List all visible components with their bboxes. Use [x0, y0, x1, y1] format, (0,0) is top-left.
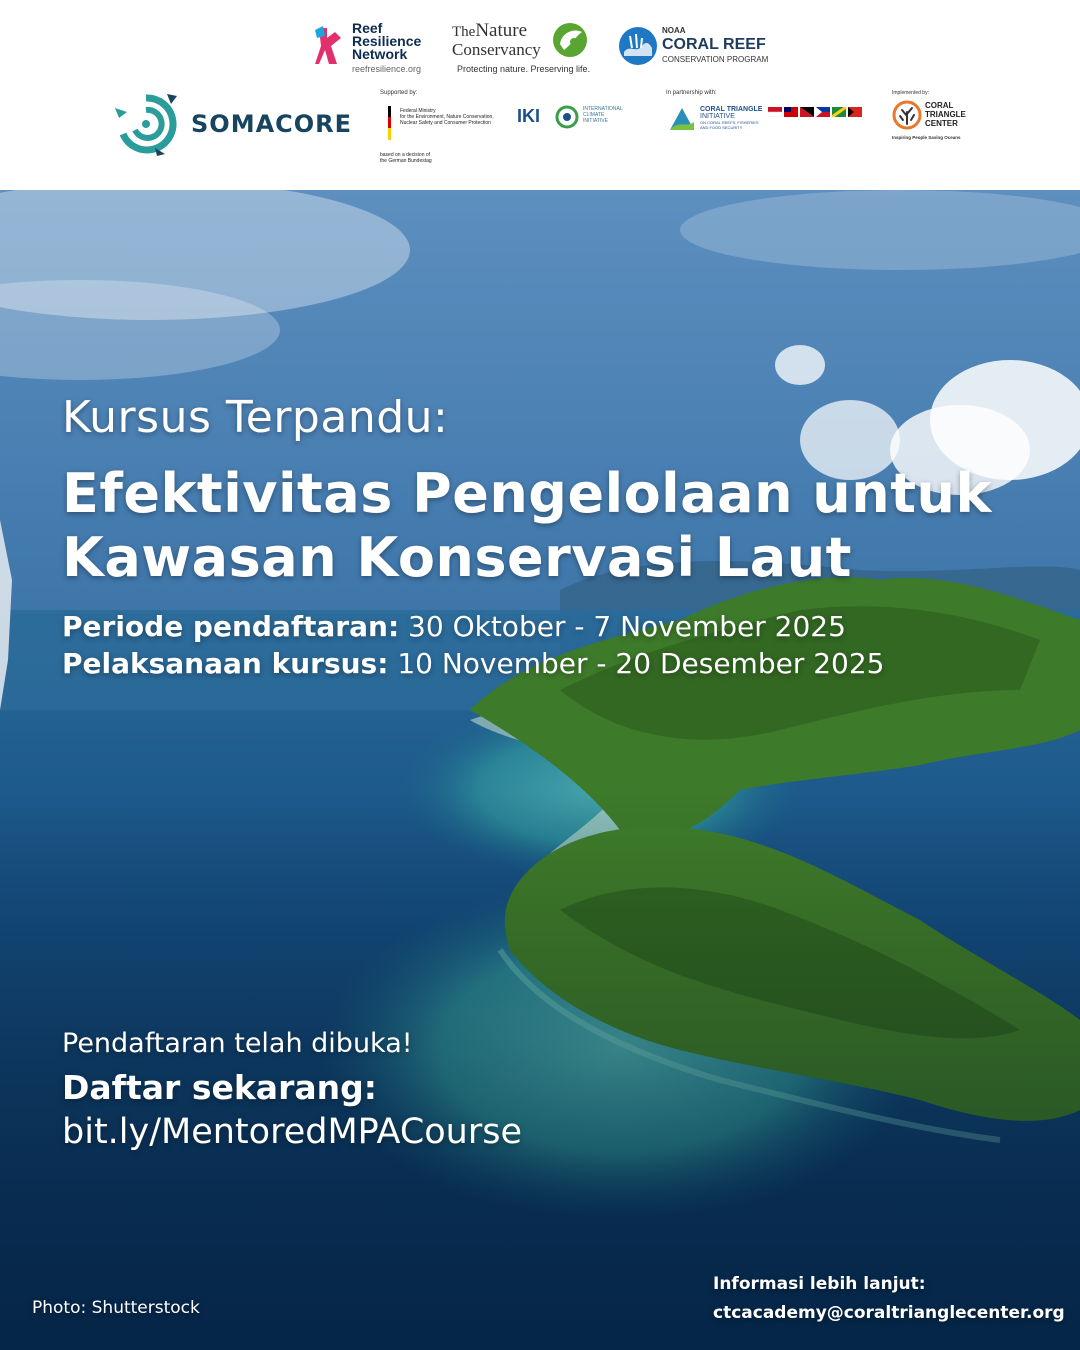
tnc-nature: Nature [475, 20, 528, 41]
cti-wave-icon [668, 106, 696, 132]
ctc-line1: CORAL [925, 101, 954, 110]
registration-link[interactable]: bit.ly/MentoredMPACourse [62, 1112, 523, 1152]
coral-icon [313, 24, 347, 68]
noaa-main: CORAL REEF [662, 36, 766, 53]
rrn-line1: Reef [352, 20, 383, 36]
course-title-line1: Efektivitas Pengelolaan untuk [62, 462, 992, 525]
noaa-top: NOAA [662, 26, 686, 35]
bmu-line1: Federal Ministry [400, 108, 436, 114]
bmu-line3: Nuclear Safety and Consumer Protection [400, 120, 491, 126]
noaa-coral-reef-logo [618, 24, 778, 70]
cti-partnership: In partnership with: [666, 90, 717, 96]
registration-dates: 30 Oktober - 7 November 2025 [408, 610, 846, 643]
cti-line1: CORAL TRIANGLE [700, 106, 763, 113]
cti-name [700, 106, 762, 130]
reef-resilience-name [352, 22, 421, 61]
cti-line2: INITIATIVE [700, 113, 735, 120]
cti-country-flags-icon [768, 107, 864, 117]
ctc-line2: TRIANGLE [925, 110, 966, 119]
ctc-implemented: Implemented by: [892, 90, 929, 96]
iki-abbr: IKI [517, 106, 541, 126]
tnc-conservancy: Conservancy [452, 40, 541, 59]
tnc-tagline: Protecting nature. Preserving life. [457, 64, 591, 74]
bmu-supported-by: Supported by: [380, 90, 418, 96]
registration-label: Periode pendaftaran: [62, 610, 400, 643]
bmu-name [400, 108, 494, 126]
somacore-logo [113, 92, 353, 156]
somacore-spiral-icon [113, 92, 179, 156]
bmu-decision2: the German Bundestag [380, 158, 432, 164]
ctc-logo [890, 90, 970, 144]
bmu-logo [380, 90, 505, 170]
course-period [62, 645, 885, 682]
ctc-line3: CENTER [925, 119, 958, 128]
registration-period [62, 608, 885, 645]
course-title-line2: Kawasan Konservasi Laut [62, 526, 852, 589]
iki-line3: INITIATIVE [583, 118, 608, 124]
info-label: Informasi lebih lanjut: [713, 1274, 926, 1294]
iki-line1: INTERNATIONAL [583, 106, 623, 112]
iki-logo [517, 104, 637, 134]
tnc-the: The [452, 24, 476, 40]
rrn-url: reefresilience.org [352, 64, 422, 74]
bmu-decision [380, 152, 432, 164]
cti-line3: ON CORAL REEFS, FISHERIES [700, 120, 759, 125]
registration-open-text: Pendaftaran telah dibuka! [62, 1028, 413, 1059]
rrn-line2: Resilience [352, 33, 422, 49]
course-period-dates: 10 November - 20 Desember 2025 [397, 647, 885, 680]
course-dates [62, 608, 885, 682]
tnc-leaf-globe-icon [552, 22, 588, 58]
reef-resilience-logo [313, 22, 443, 78]
bmu-decision1: based on a decision of [380, 152, 431, 158]
aerial-island-photo [0, 190, 1080, 1350]
iki-name [583, 106, 623, 124]
nature-conservancy-logo [452, 22, 592, 78]
bmu-line2: for the Environment, Nature Conservation, [400, 114, 494, 120]
cti-line4: AND FOOD SECURITY [700, 125, 743, 130]
contact-info [713, 1270, 1065, 1328]
rrn-line3: Network [352, 46, 408, 62]
course-label: Pelaksanaan kursus: [62, 647, 389, 680]
cti-logo [666, 90, 876, 136]
noaa-icon [618, 26, 658, 66]
contact-email[interactable]: ctcacademy@coraltrianglecenter.org [713, 1303, 1065, 1323]
noaa-sub: CONSERVATION PROGRAM [662, 55, 769, 64]
course-title [62, 462, 992, 590]
ctc-tagline: Inspiring People Saving Oceans [892, 135, 961, 140]
tnc-wordmark [452, 22, 541, 60]
register-now-label: Daftar sekarang: [62, 1068, 377, 1107]
photo-credit: Photo: Shutterstock [32, 1298, 200, 1318]
ctc-name [925, 101, 966, 128]
iki-line2: CLIMATE [583, 112, 605, 118]
german-flag-icon [382, 106, 394, 140]
ctc-coral-icon [892, 100, 922, 130]
course-subtitle: Kursus Terpandu: [62, 392, 449, 443]
iki-circle-icon [555, 105, 579, 129]
logo-header [0, 0, 1080, 190]
somacore-name: SOMACORE [191, 110, 353, 138]
